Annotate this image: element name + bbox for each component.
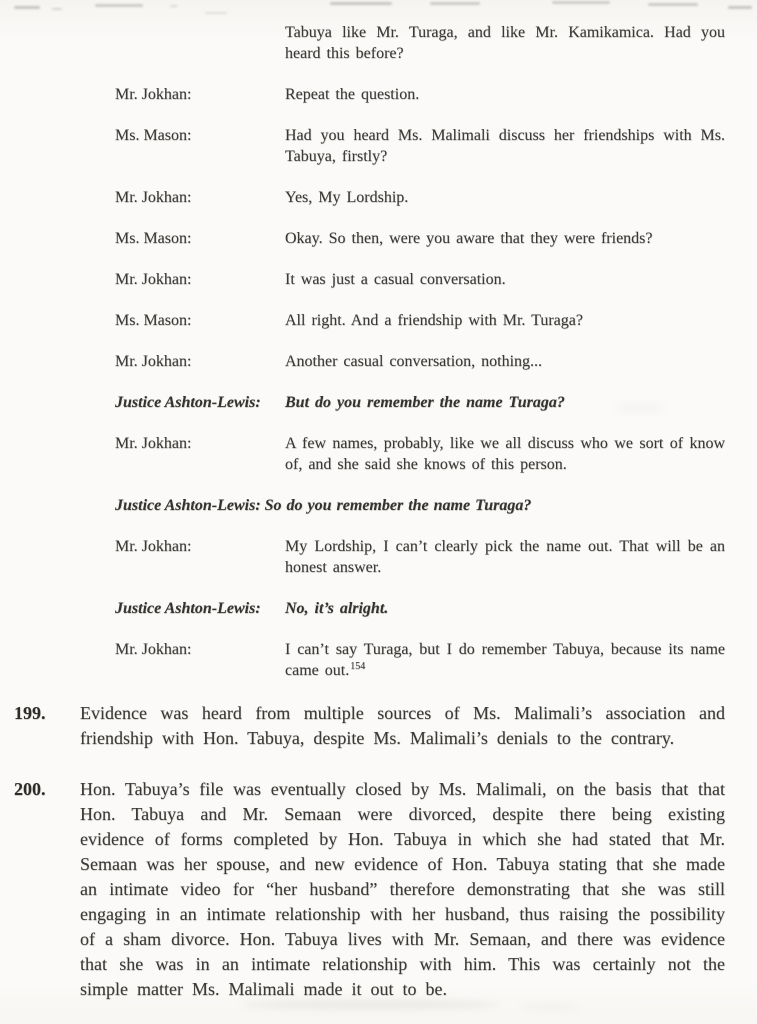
scan-artifact bbox=[552, 1, 610, 4]
paragraph-number: 200. bbox=[14, 779, 46, 799]
speaker-label: Ms. Mason: bbox=[115, 312, 192, 329]
dialogue-text: Tabuya like Mr. Turaga, and like Mr. Kamikamica. Had you heard this before? bbox=[285, 24, 725, 62]
dialogue-text: Had you heard Ms. Malimali discuss her friendships with Ms. Tabuya, firstly? bbox=[285, 127, 725, 165]
transcript-entry bbox=[115, 536, 725, 578]
scan-artifact bbox=[52, 8, 62, 10]
dialogue-text: Another casual conversation, nothing... bbox=[285, 353, 543, 370]
transcript-entry bbox=[115, 639, 725, 681]
scan-artifact bbox=[728, 6, 752, 9]
speaker-label: Ms. Mason: bbox=[115, 230, 192, 247]
transcript-entry bbox=[115, 84, 725, 105]
speaker-label: Mr. Jokhan: bbox=[115, 641, 192, 658]
transcript-entry bbox=[115, 433, 725, 475]
numbered-paragraph bbox=[14, 701, 725, 751]
scan-artifact bbox=[430, 2, 480, 5]
report-paragraphs bbox=[0, 701, 757, 1002]
dialogue-text: But do you remember the name Turaga? bbox=[285, 394, 565, 411]
dialogue-text: So do you remember the name Turaga? bbox=[264, 497, 532, 514]
speaker-label bbox=[115, 22, 285, 64]
numbered-paragraph bbox=[14, 777, 725, 1002]
speaker-label: Mr. Jokhan: bbox=[115, 538, 192, 555]
footnote-reference: 154 bbox=[350, 660, 366, 672]
transcript-entry bbox=[115, 125, 725, 167]
scan-smudge bbox=[615, 404, 665, 412]
dialogue-text bbox=[285, 639, 725, 681]
transcript-entry bbox=[115, 269, 725, 290]
transcript-entry-justice bbox=[115, 495, 725, 516]
dialogue-text: All right. And a friendship with Mr. Turaga? bbox=[285, 312, 583, 329]
scan-artifact bbox=[330, 2, 392, 5]
speaker-label: Mr. Jokhan: bbox=[115, 353, 192, 370]
speaker-label: Justice Ashton-Lewis: bbox=[115, 600, 261, 617]
transcript-entry-justice bbox=[115, 598, 725, 619]
scan-artifact bbox=[95, 4, 143, 7]
speaker-label: Justice Ashton-Lewis: bbox=[115, 394, 261, 411]
speaker-label: Ms. Mason: bbox=[115, 127, 192, 144]
speaker-label: Mr. Jokhan: bbox=[115, 86, 192, 103]
speaker-label: Justice Ashton-Lewis: bbox=[115, 497, 261, 514]
dialogue-text: Repeat the question. bbox=[285, 86, 420, 103]
transcript-entry bbox=[115, 187, 725, 208]
dialogue-text: Yes, My Lordship. bbox=[285, 189, 409, 206]
scan-artifact bbox=[170, 5, 178, 7]
speaker-label: Mr. Jokhan: bbox=[115, 435, 192, 452]
transcript-entry bbox=[115, 22, 725, 64]
transcript-entry bbox=[115, 351, 725, 372]
scan-artifact bbox=[205, 12, 227, 14]
dialogue-text: No, it’s alright. bbox=[285, 600, 389, 617]
transcript-entry bbox=[115, 310, 725, 331]
paragraph-text: Hon. Tabuya’s file was eventually closed by Ms. Malimali, on the basis that that Hon. Tabuya and Mr. Semaan were divorced, despite there being existing evidence of forms completed by Hon. Tabuya in which she had stated that Mr. Semaan was her spouse, and new evidence of Hon. Tabuya stating that she made an intimate video for “her husband” therefore demonstrating that she was still engaging in an intimate relationship with her husband, thus raising the possibility of a sham divorce. Hon. Tabuya lives with Mr. Semaan, and there was evidence that she was in an intimate relationship with him. This was certainly not the simple matter Ms. Malimali made it out to be. bbox=[80, 779, 725, 999]
speaker-label: Mr. Jokhan: bbox=[115, 271, 192, 288]
speaker-label: Mr. Jokhan: bbox=[115, 189, 192, 206]
paragraph-text: Evidence was heard from multiple sources of Ms. Malimali’s association and friendship with Hon. Tabuya, despite Ms. Malimali’s denials to the contrary. bbox=[80, 703, 725, 748]
dialogue-text: It was just a casual conversation. bbox=[285, 271, 506, 288]
dialogue-text: My Lordship, I can’t clearly pick the name out. That will be an honest answer. bbox=[285, 538, 725, 576]
dialogue-text: Okay. So then, were you aware that they were friends? bbox=[285, 230, 653, 247]
dialogue-text: A few names, probably, like we all discuss who we sort of know of, and she said she knows of this person. bbox=[285, 435, 725, 473]
scan-smudge bbox=[520, 1004, 580, 1009]
scan-smudge bbox=[240, 1000, 500, 1009]
paragraph-number: 199. bbox=[14, 703, 46, 723]
scan-artifact bbox=[648, 3, 698, 6]
scan-artifact bbox=[14, 6, 40, 9]
dialogue-text-body: I can’t say Turaga, but I do remember Tabuya, because its name came out. bbox=[285, 641, 725, 679]
transcript-entry bbox=[115, 228, 725, 249]
